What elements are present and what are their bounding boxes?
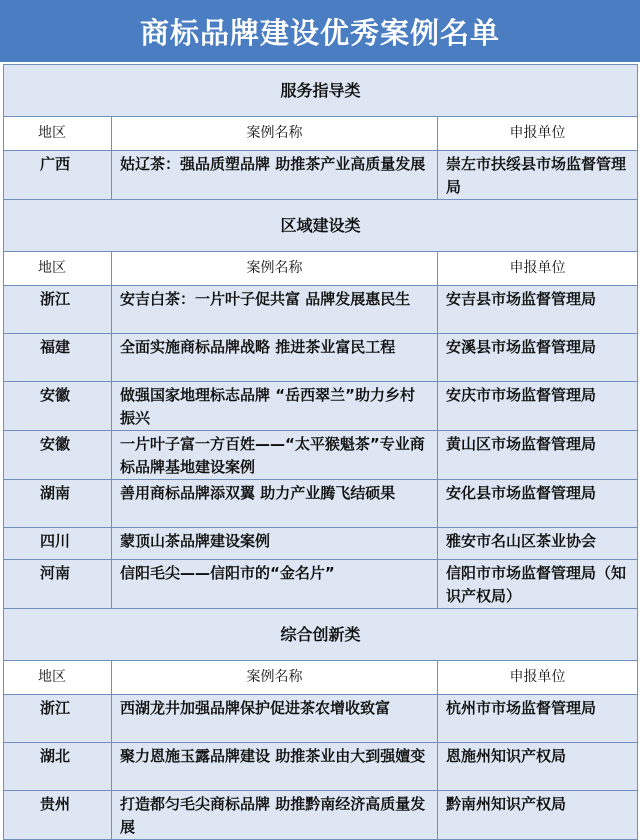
cell-unit: 恩施州知识产权局 — [438, 743, 638, 791]
cell-unit: 安溪县市场监督管理局 — [438, 334, 638, 382]
section-title: 服务指导类 — [4, 65, 638, 117]
header-case-name: 案例名称 — [112, 117, 438, 151]
cell-region: 浙江 — [4, 695, 112, 743]
table-row — [4, 480, 638, 528]
cell-unit: 黄山区市场监督管理局 — [438, 431, 638, 480]
header-row — [4, 661, 638, 695]
cell-region: 湖南 — [4, 480, 112, 528]
cell-region: 河南 — [4, 560, 112, 609]
table-row — [4, 743, 638, 791]
table-row — [4, 334, 638, 382]
table-row — [4, 791, 638, 840]
cell-unit: 安庆市市场监督管理局 — [438, 382, 638, 431]
cell-case-name: 全面实施商标品牌战略 推进茶业富民工程 — [112, 334, 438, 382]
table-row — [4, 528, 638, 560]
cell-case-name: 安吉白茶：一片叶子促共富 品牌发展惠民生 — [112, 286, 438, 334]
header-unit: 申报单位 — [438, 252, 638, 286]
cell-unit: 信阳市市场监督管理局（知识产权局） — [438, 560, 638, 609]
cell-unit: 安化县市场监督管理局 — [438, 480, 638, 528]
header-region: 地区 — [4, 252, 112, 286]
cell-region: 安徽 — [4, 382, 112, 431]
cell-region: 贵州 — [4, 791, 112, 840]
cell-unit: 黔南州知识产权局 — [438, 791, 638, 840]
table-row — [4, 286, 638, 334]
cell-region: 广西 — [4, 151, 112, 200]
cell-case-name: 一片叶子富一方百姓——“太平猴魁茶”专业商标品牌基地建设案例 — [112, 431, 438, 480]
cell-case-name: 打造都匀毛尖商标品牌 助推黔南经济高质量发展 — [112, 791, 438, 840]
cell-region: 浙江 — [4, 286, 112, 334]
cell-case-name: 西湖龙井加强品牌保护促进茶农增收致富 — [112, 695, 438, 743]
cell-region: 四川 — [4, 528, 112, 560]
table-row — [4, 382, 638, 431]
cell-case-name: 姑辽茶：强品质塑品牌 助推茶产业高质量发展 — [112, 151, 438, 200]
cell-case-name: 聚力恩施玉露品牌建设 助推茶业由大到强嬗变 — [112, 743, 438, 791]
cell-unit: 杭州市市场监督管理局 — [438, 695, 638, 743]
cell-region: 安徽 — [4, 431, 112, 480]
table-row — [4, 560, 638, 609]
section-row — [4, 200, 638, 252]
header-region: 地区 — [4, 117, 112, 151]
cell-region: 湖北 — [4, 743, 112, 791]
cell-region: 福建 — [4, 334, 112, 382]
section-title: 区域建设类 — [4, 200, 638, 252]
page-title: 商标品牌建设优秀案例名单 — [0, 0, 640, 62]
header-region: 地区 — [4, 661, 112, 695]
cell-unit: 崇左市扶绥县市场监督管理局 — [438, 151, 638, 200]
cell-case-name: 做强国家地理标志品牌 “岳西翠兰”助力乡村振兴 — [112, 382, 438, 431]
cell-unit: 雅安市名山区茶业协会 — [438, 528, 638, 560]
section-row — [4, 65, 638, 117]
header-case-name: 案例名称 — [112, 661, 438, 695]
header-row — [4, 117, 638, 151]
table-row — [4, 151, 638, 200]
section-title: 综合创新类 — [4, 609, 638, 661]
table-row — [4, 695, 638, 743]
cell-case-name: 信阳毛尖——信阳市的“金名片” — [112, 560, 438, 609]
case-table — [3, 64, 638, 840]
header-unit: 申报单位 — [438, 117, 638, 151]
cell-unit: 安吉县市场监督管理局 — [438, 286, 638, 334]
header-unit: 申报单位 — [438, 661, 638, 695]
table-row — [4, 431, 638, 480]
header-row — [4, 252, 638, 286]
cell-case-name: 蒙顶山茶品牌建设案例 — [112, 528, 438, 560]
section-row — [4, 609, 638, 661]
cell-case-name: 善用商标品牌添双翼 助力产业腾飞结硕果 — [112, 480, 438, 528]
header-case-name: 案例名称 — [112, 252, 438, 286]
